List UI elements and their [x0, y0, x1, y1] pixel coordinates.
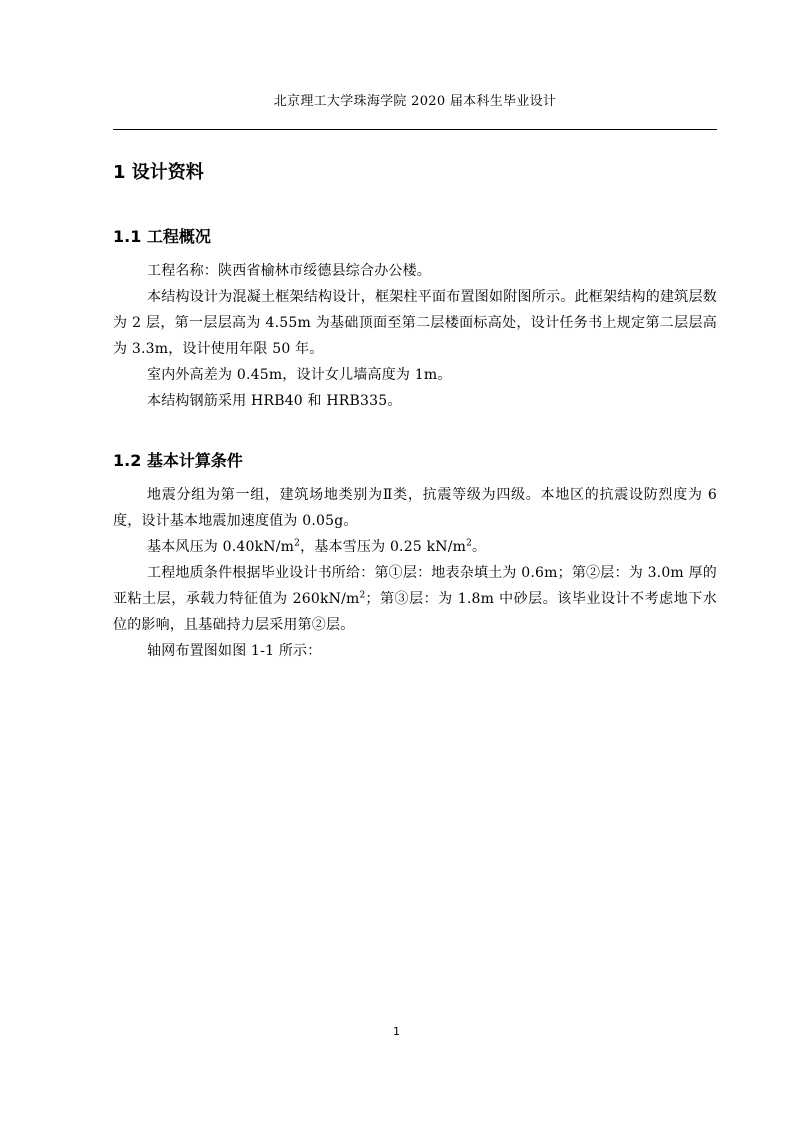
paragraph-project-name: 工程名称：陕西省榆林市绥德县综合办公楼。 — [147, 263, 431, 279]
section-title-1-1: 1.1 工程概况 — [113, 227, 211, 246]
superscript: 2 — [466, 538, 473, 549]
superscript: 2 — [294, 538, 301, 549]
paragraph-seismic: 地震分组为第一组，建筑场地类别为Ⅱ类，抗震等级为四级。本地区的抗震设防烈度为 6 度，设计基本地震加速度值为 0.05g。 — [113, 487, 717, 529]
geology-text-part-2: ；第③层：为 1.8m 中砂层。该毕业设计不考虑地下水位的影响，且基础持力层采用第②层。 — [113, 591, 718, 633]
superscript: 2 — [359, 590, 366, 601]
header-divider — [113, 129, 717, 130]
paragraph-axis-grid: 轴网布置图如图 1-1 所示： — [147, 643, 322, 659]
paragraph-structure-description: 本结构设计为混凝土框架结构设计，框架柱平面布置图如附图所示。此框架结构的建筑层数为 2 层，第一层层高为 4.55m 为基础顶面至第二层楼面标高处，设计任务书上规定第二层层高为 3.3m，设计使用年限 50 年。 — [113, 289, 717, 357]
paragraph-height-difference: 室内外高差为 0.45m，设计女儿墙高度为 1m。 — [147, 367, 452, 383]
chapter-title: 1 设计资料 — [113, 162, 204, 183]
geology-text-part-1: 工程地质条件根据毕业设计书所给：第①层：地表杂填土为 0.6m；第②层：为 3.0m 厚的亚粘土层，承载力特征值为 260kN/m — [113, 565, 717, 607]
wind-pressure-text: 基本风压为 0.40kN/m — [147, 539, 295, 555]
page-header: 北京理工大学珠海学院 2020 届本科生毕业设计 — [273, 94, 557, 109]
sentence-end: 。 — [472, 539, 487, 555]
page-number: 1 — [393, 1025, 400, 1038]
paragraph-rebar: 本结构钢筋采用 HRB40 和 HRB335。 — [147, 393, 402, 409]
paragraph-wind-snow — [113, 534, 717, 560]
paragraph-geology — [113, 560, 717, 638]
snow-pressure-text: ，基本雪压为 0.25 kN/m — [300, 539, 467, 555]
section-title-1-2: 1.2 基本计算条件 — [113, 451, 243, 470]
